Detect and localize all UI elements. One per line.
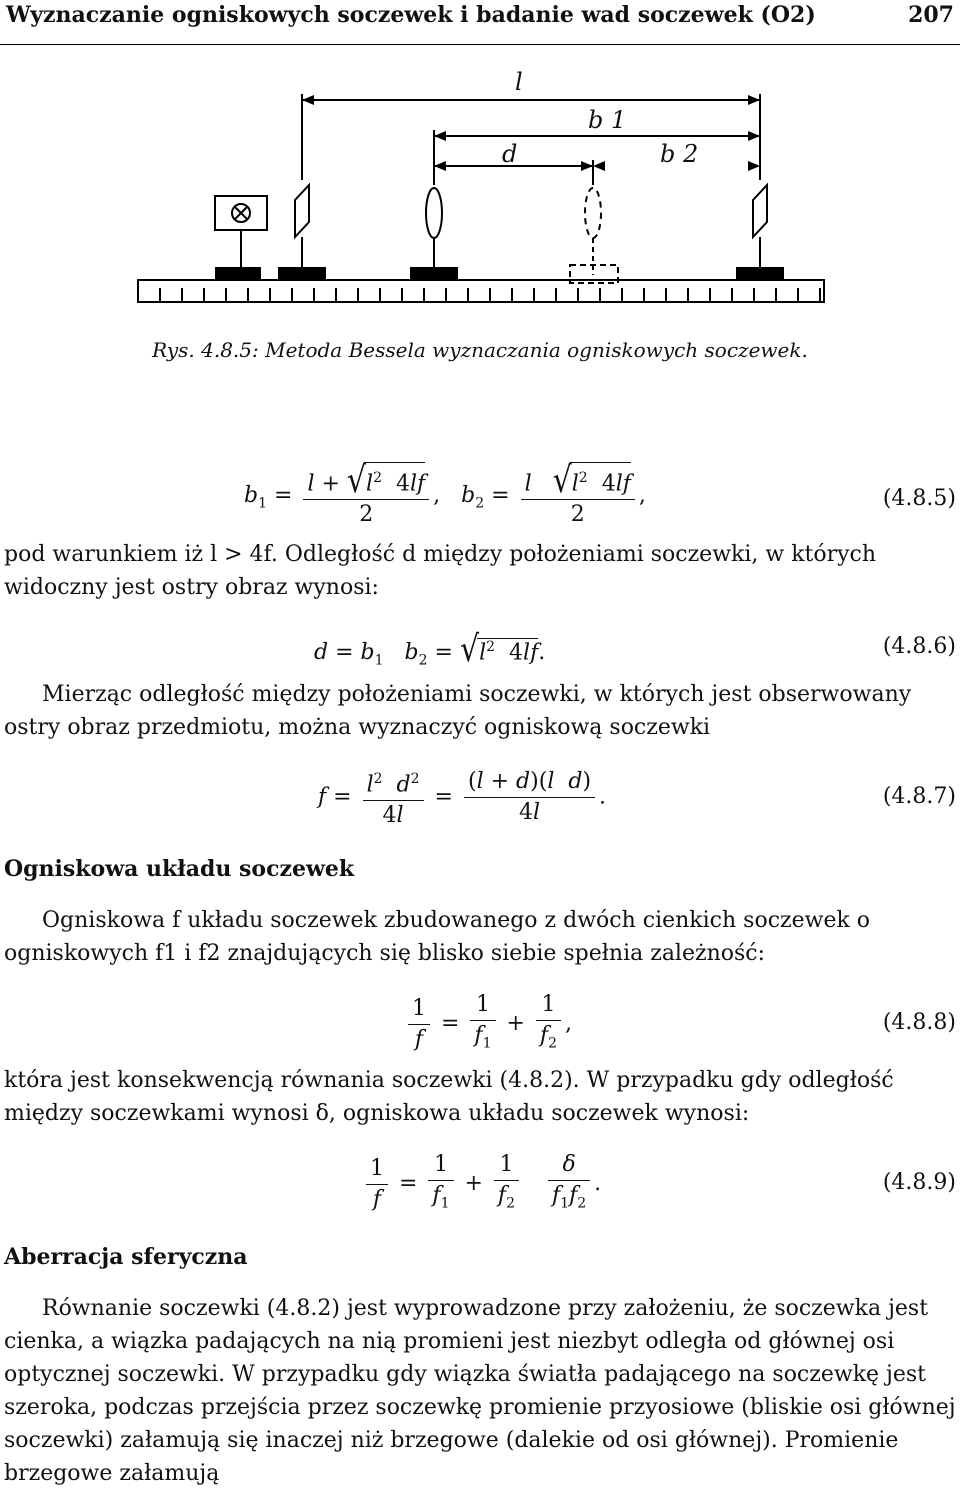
paragraph-3: Ogniskowa f układu soczewek zbudowanego z dwóch cienkich soczewek o ogniskowych f1 i f2 znajdujących się blisko siebie spełnia zależność: — [4, 908, 871, 966]
eq-number-4-8-9: (4.8.9) — [882, 1170, 956, 1195]
paragraph-4: która jest konsekwencją równania soczewki (4.8.2). W przypadku gdy odległość między soczewkami wynosi δ, ogniskowa układu soczewek wynosi: — [4, 1068, 894, 1126]
label-b1: b 1 — [588, 106, 627, 134]
figure-caption: Rys. 4.8.5: Metoda Bessela wyznaczania ogniskowych soczewek. — [152, 338, 808, 362]
screen — [753, 185, 767, 237]
eq-number-4-8-8: (4.8.8) — [882, 1010, 956, 1035]
equation-4-8-7: f = $\frac{l^2 d^2}{4l}$ = $\frac{\text{(l + d)(l d)}}{4l}$ . — [318, 764, 606, 831]
equation-4-8-5: $b_1$ = $\frac{l + √l^2 4lf}{2}$ , $b_2$ = $\frac{l √l^2 4lf}{2}$ , — [244, 459, 646, 528]
equation-4-8-6: $d = b_1$ $b_2 = √l^2$ 4lf. — [314, 628, 546, 671]
section-heading-2: Aberracja sferyczna — [4, 1244, 248, 1270]
eq-number-4-8-7: (4.8.7) — [882, 784, 956, 809]
lens-position-1 — [426, 188, 442, 238]
paragraph-1: pod warunkiem iż l > 4f. Odległość d między położeniami soczewki, w których widoczny jest ostry obraz wynosi: — [4, 542, 877, 600]
optical-bench-ruler — [138, 280, 824, 302]
paragraph-2: Mierząc odległość między położeniami soczewki, w których jest obserwowany ostry obraz przedmiotu, można wyznaczyć ogniskową soczewki — [4, 682, 912, 740]
header-title: Wyznaczanie ogniskowych soczewek i badanie wad soczewek (O2) — [6, 2, 816, 28]
lens-position-2 — [585, 188, 601, 238]
equation-4-8-9: $\frac{1}{f}$ = $\frac{1}{f_1}$ + $\frac{1}{f_2}$ $\frac{\delta}{f_1f_2}$ . — [362, 1150, 601, 1218]
bessela-figure — [120, 60, 840, 310]
object-slide — [295, 185, 309, 237]
eq-number-4-8-5: (4.8.5) — [882, 486, 956, 511]
label-d: d — [502, 140, 518, 168]
label-b2: b 2 — [660, 140, 699, 168]
equation-4-8-8: $\frac{1}{f}$ = $\frac{1}{f_1}$ + $\frac{1}{f_2}$ , — [404, 990, 572, 1058]
page-number: 207 — [908, 2, 954, 28]
label-l: l — [515, 68, 523, 96]
paragraph-5: Równanie soczewki (4.8.2) jest wyprowadzone przy założeniu, że soczewka jest cienka, a wiązka padających na nią promieni jest niezbyt odległa od głównej osi optycznej soczewki. W przypadku gdy wiązka światła padającego na soczewkę jest szeroka, podczas przejścia przez soczewkę promienie przyosiowe (bliskie osi głównej soczewki) załamują się inaczej niż brzegowe (dalekie od osi głównej). Promienie brzegowe załamują — [4, 1296, 956, 1486]
section-heading-1: Ogniskowa układu soczewek — [4, 856, 355, 882]
eq-number-4-8-6: (4.8.6) — [882, 634, 956, 659]
